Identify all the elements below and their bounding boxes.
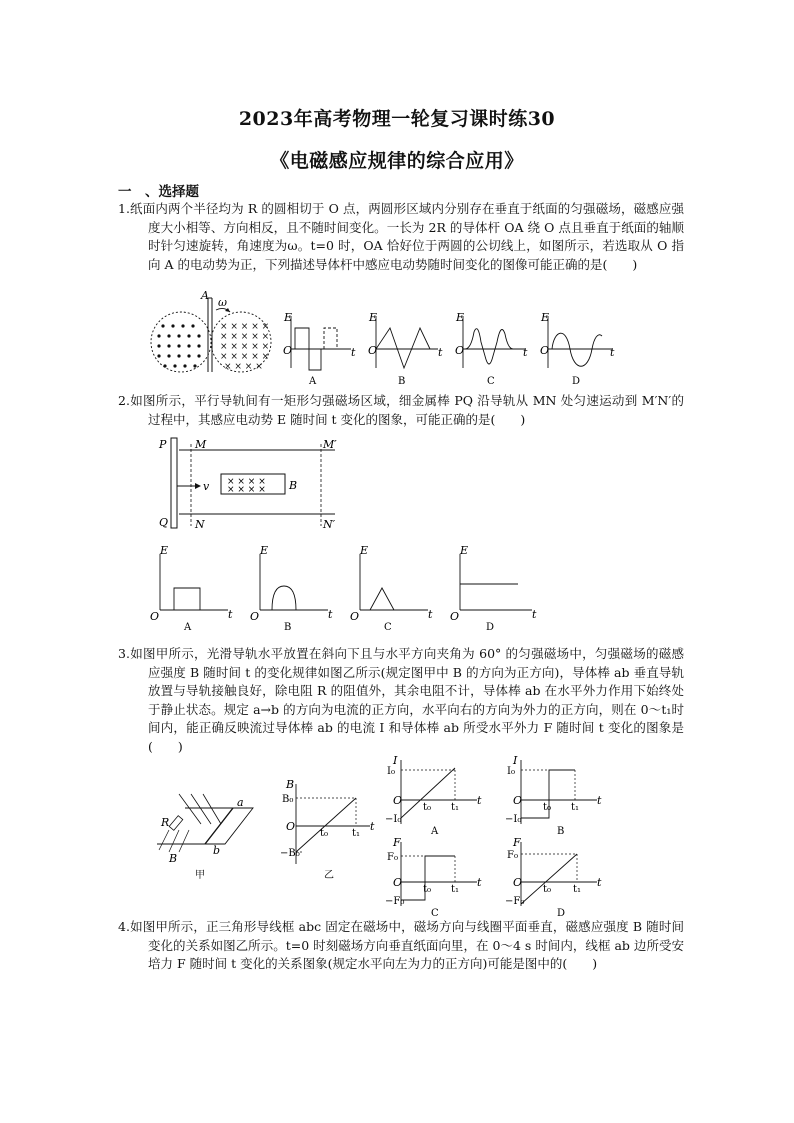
- q1-graph-D: [540, 311, 620, 387]
- q3yi-B0: B₀: [282, 794, 294, 805]
- question-3-text: 3.如图甲所示，光滑导轨水平放置在斜向下且与水平方向夹角为 60° 的匀强磁场中，匀强磁场的磁感应强度 B 随时间 t 的变化规律如图乙所示(规定图甲中 B 的方向为正方向)，导体棒 ab 垂直导轨放置与导轨接触良好，除电阻 R 的阻值外，其余电阻不计，导体棒 ab 在水平外力作用下始终处于静止状态。规定 a→b 的方向为电流的正方向，水平向右的方向为外力的正方向，则在 0～t₁时间内，能正确反映流过导体棒 ab 的电流 I 和导体棒 ab 所受水平外力 F 随时间 t 变化的图象是( ): [118, 646, 684, 754]
- q1A-axis-E: E: [284, 311, 293, 324]
- svg-text:× × × ×: × × × ×: [227, 485, 266, 495]
- q3yi-axis-B: B: [286, 778, 295, 791]
- q3D-mF0: −F₀: [505, 896, 525, 907]
- q3D-axis-F: F: [513, 836, 521, 849]
- q2C-axis-t: t: [428, 608, 433, 621]
- page-subtitle: 《电磁感应规律的综合应用》: [270, 150, 524, 172]
- q2-label-Mp: M′: [323, 438, 337, 451]
- q3D-axis-t: t: [597, 876, 602, 889]
- q2-rails-figure: [155, 436, 355, 536]
- q2A-axis-O: O: [150, 610, 160, 623]
- q1A-axis-t: t: [351, 346, 356, 359]
- q3B-t0: t₀: [543, 802, 552, 813]
- q1-circles-figure: [150, 290, 280, 382]
- q2B-axis-O: O: [250, 610, 260, 623]
- q2A-axis-t: t: [228, 608, 233, 621]
- q2C-axis-O: O: [350, 610, 360, 623]
- q3-graph-B: [505, 756, 605, 836]
- q1B-axis-O: O: [368, 344, 378, 357]
- q3-label-jia: 甲: [195, 870, 205, 881]
- q2-label-B: B: [289, 479, 298, 492]
- q2-option-C: C: [384, 622, 392, 633]
- q2-label-P: P: [159, 438, 167, 451]
- q2B-axis-t: t: [328, 608, 333, 621]
- q2-label-M: M: [195, 438, 207, 451]
- q3-option-C: C: [431, 908, 439, 919]
- q2C-axis-E: E: [360, 544, 369, 557]
- q3yi-t1: t₁: [352, 828, 361, 839]
- q1-option-A: A: [309, 376, 317, 387]
- q3C-F0: F₀: [387, 852, 398, 863]
- q3C-t0: t₀: [423, 884, 432, 895]
- q1B-axis-t: t: [438, 346, 443, 359]
- q2-option-B: B: [284, 622, 292, 633]
- q2A-axis-E: E: [160, 544, 169, 557]
- q3D-t0: t₀: [543, 884, 552, 895]
- svg-text:× × × × ×: × × × × ×: [220, 342, 270, 352]
- page-title: 2023年高考物理一轮复习课时练30: [238, 108, 556, 130]
- q2B-axis-E: E: [260, 544, 269, 557]
- q3yi-axis-O: O: [286, 820, 296, 833]
- q3D-axis-O: O: [513, 876, 523, 889]
- q1-option-B: B: [398, 376, 406, 387]
- q3B-axis-I: I: [513, 754, 518, 767]
- q3A-t1: t₁: [451, 802, 460, 813]
- q3C-axis-t: t: [477, 876, 482, 889]
- svg-text:× × × ×: × × × ×: [224, 362, 263, 372]
- question-4: [118, 918, 684, 974]
- q1D-axis-t: t: [610, 346, 615, 359]
- q1D-axis-E: E: [541, 311, 550, 324]
- q1C-axis-t: t: [523, 346, 528, 359]
- q2D-axis-E: E: [460, 544, 469, 557]
- q3A-axis-t: t: [477, 794, 482, 807]
- q3-option-D: D: [557, 908, 566, 919]
- q3A-mI0: −I₀: [385, 814, 402, 825]
- q3B-mI0: −I₀: [505, 814, 522, 825]
- q1-graph-A: [283, 311, 363, 387]
- svg-text:× × × ×: × × × ×: [227, 477, 266, 487]
- q3-label-R: R: [161, 816, 170, 829]
- q3C-axis-O: O: [393, 876, 403, 889]
- q3-yi-figure: [280, 780, 380, 880]
- svg-text:× × × × ×: × × × × ×: [220, 322, 270, 332]
- q3-label-b: b: [213, 844, 221, 857]
- q3C-axis-F: F: [393, 836, 401, 849]
- q1-label-omega: ω: [218, 296, 227, 309]
- q3B-axis-O: O: [513, 794, 523, 807]
- question-3: [118, 645, 684, 756]
- section-heading: 一 、选择题: [118, 184, 199, 200]
- q3-label-Bfield: B: [169, 852, 178, 865]
- q1-option-C: C: [487, 376, 495, 387]
- q2-option-D: D: [486, 622, 495, 633]
- q3-graph-A: [385, 756, 485, 836]
- q3A-axis-I: I: [393, 754, 398, 767]
- q3yi-t0: t₀: [320, 828, 329, 839]
- q1D-axis-O: O: [540, 344, 550, 357]
- q2-label-N: N: [195, 518, 205, 531]
- q3D-t1: t₁: [573, 884, 582, 895]
- q2-label-v: v: [203, 480, 210, 493]
- q2-graph-B: [248, 544, 338, 633]
- q3-jia-figure: [155, 790, 265, 880]
- q3C-mF0: −F₀: [385, 896, 405, 907]
- question-1-text: 1.纸面内两个半径均为 R 的圆相切于 O 点，两圆形区域内分别存在垂直于纸面的匀强磁场，磁感应强度大小相等、方向相反，且不随时间变化。一长为 2R 的导体杆 OA 绕 O 点且垂直于纸面的轴顺时针匀速旋转，角速度为ω。t=0 时，OA 恰好位于两圆的公切线上，如图所示，若选取从 O 指向 A 的电动势为正，下列描述导体杆中感应电动势随时间变化的图像可能正确的是( ): [118, 201, 684, 272]
- q3B-axis-t: t: [597, 794, 602, 807]
- q3A-t0: t₀: [423, 802, 432, 813]
- question-2: [118, 392, 684, 429]
- q3A-axis-O: O: [393, 794, 403, 807]
- q2D-axis-O: O: [450, 610, 460, 623]
- q1-graph-C: [455, 311, 535, 387]
- q3B-I0: I₀: [507, 766, 515, 777]
- q1C-axis-E: E: [456, 311, 465, 324]
- q3A-I0: I₀: [387, 766, 395, 777]
- q1B-axis-E: E: [369, 311, 378, 324]
- q2-graph-C: [348, 544, 438, 633]
- q1-option-D: D: [572, 376, 581, 387]
- q3-label-yi: 乙: [324, 870, 334, 881]
- q2-label-Q: Q: [159, 516, 169, 529]
- q3D-F0: F₀: [507, 850, 518, 861]
- q2-label-Np: N′: [323, 518, 336, 531]
- q3C-t1: t₁: [451, 884, 460, 895]
- question-4-text: 4.如图甲所示，正三角形导线框 abc 固定在磁场中，磁场方向与线圈平面垂直，磁感应强度 B 随时间变化的关系如图乙所示。t=0 时刻磁场方向垂直纸面向里，在 0～4 s 时间内，线框 ab 边所受安培力 F 随时间 t 变化的关系图象(规定水平向左为力的正方向)可能是图中的( ): [118, 919, 684, 971]
- q3-label-a: a: [237, 796, 244, 809]
- q2-graph-D: [448, 544, 543, 633]
- q3B-t1: t₁: [571, 802, 580, 813]
- q3-graph-D: [505, 838, 605, 918]
- q3yi-mB0: −B₀: [280, 848, 300, 859]
- q3-option-B: B: [557, 826, 565, 837]
- q1C-axis-O: O: [455, 344, 465, 357]
- question-1: [118, 200, 684, 274]
- q3-option-A: A: [431, 826, 439, 837]
- q1A-axis-O: O: [283, 344, 293, 357]
- q2D-axis-t: t: [532, 608, 537, 621]
- question-2-text: 2.如图所示，平行导轨间有一矩形匀强磁场区域，细金属棒 PQ 沿导轨从 MN 处匀速运动到 M′N′的过程中，其感应电动势 E 随时间 t 变化的图象，可能正确的是( ): [118, 393, 684, 427]
- q2-graph-A: [148, 544, 238, 633]
- svg-text:× × × × ×: × × × × ×: [220, 332, 270, 342]
- svg-text:× × × × ×: × × × × ×: [220, 352, 270, 362]
- q3-graph-C: [385, 838, 485, 918]
- q1-graph-B: [368, 311, 448, 387]
- q2-option-A: A: [184, 622, 192, 633]
- q1-label-A: A: [201, 289, 209, 302]
- q3yi-axis-t: t: [370, 820, 375, 833]
